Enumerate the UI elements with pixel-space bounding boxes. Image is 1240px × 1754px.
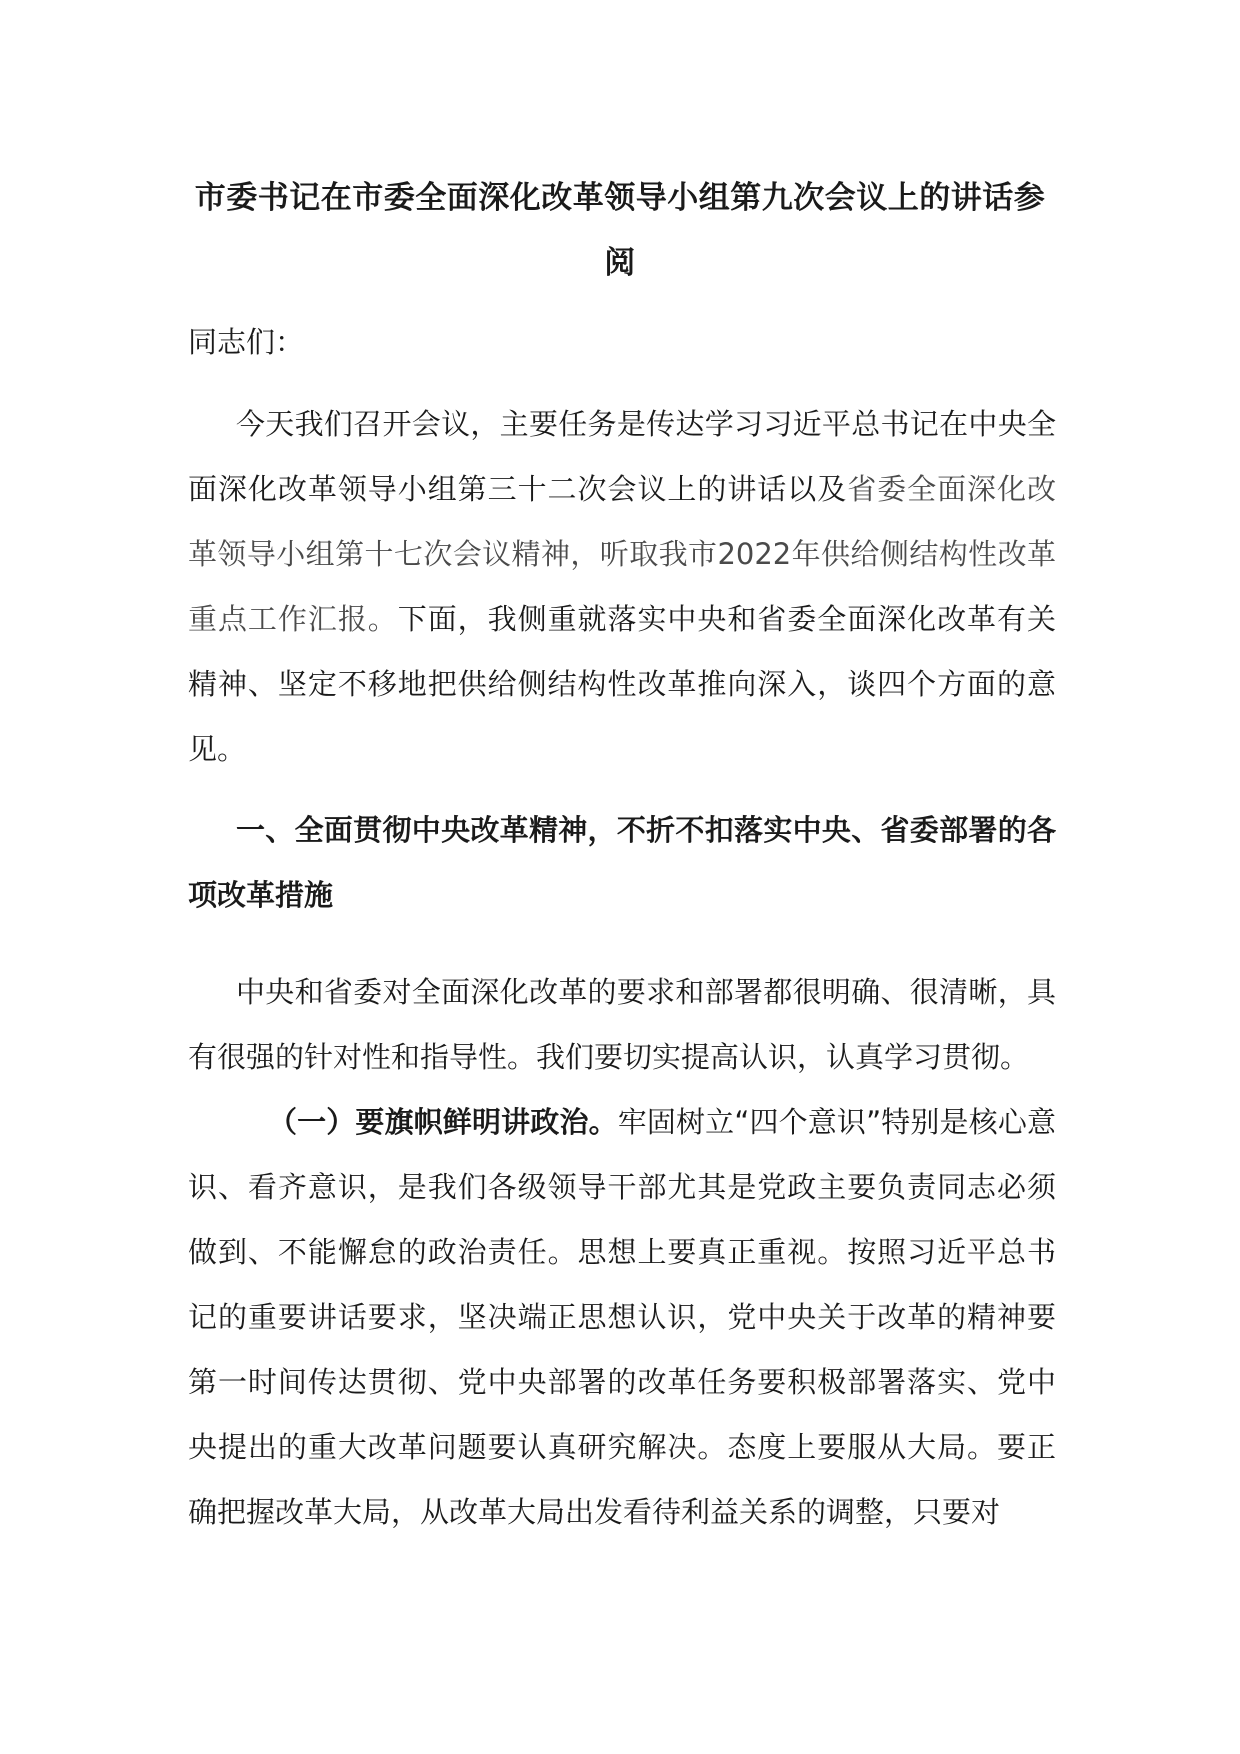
document-title: 市委书记在市委全面深化改革领导小组第九次会议上的讲话参阅 <box>194 180 1046 281</box>
salutation: 同志们： <box>188 325 305 359</box>
subsection-body: 牢固树立“四个意识”特别是核心意识、看齐意识，是我们各级领导干部尤其是党政主要负责同志必须做到、不能懈怠的政治责任。思想上要真正重视。按照习近平总书记的重要讲话要求，坚决端正思想认识，党中央关于改革的精神要第一时间传达贯彻、党中央部署的改革任务要积极部署落实、党中央提出的重大改革问题要认真研究解决。态度上要服从大局。要正确把握改革大局，从改革大局出发看待利益关系的调整，只要对 <box>188 1105 1056 1529</box>
paragraph-subsection-1 <box>188 1090 1056 1545</box>
paragraph-intro <box>188 392 1056 782</box>
paragraph-intro-part1: 今天我们召开会议，主要任务是传达学习习近平总书记在中央全面深化改革领导小组第三十二次会议上的讲话以及 <box>188 407 1056 506</box>
paragraph-section1-intro: 中央和省委对全面深化改革的要求和部署都很明确、很清晰，具有很强的针对性和指导性。我们要切实提高认识，认真学习贯彻。 <box>188 975 1056 1074</box>
subsection-lead: （一）要旗帜鲜明讲政治。 <box>268 1105 618 1139</box>
section-heading-1: 一、全面贯彻中央改革精神，不折不扣落实中央、省委部署的各项改革措施 <box>188 813 1056 912</box>
paragraph-intro-part3: 下面，我侧重就落实中央和省委全面深化改革有关精神、坚定不移地把供给侧结构性改革推向深入，谈四个方面的意见。 <box>188 602 1056 766</box>
paragraph-intro-part2: 省委全面深化改革领导小组第十七次会议精神，听取我市2022年供给侧结构性改革重点工作汇报。 <box>188 472 1056 636</box>
